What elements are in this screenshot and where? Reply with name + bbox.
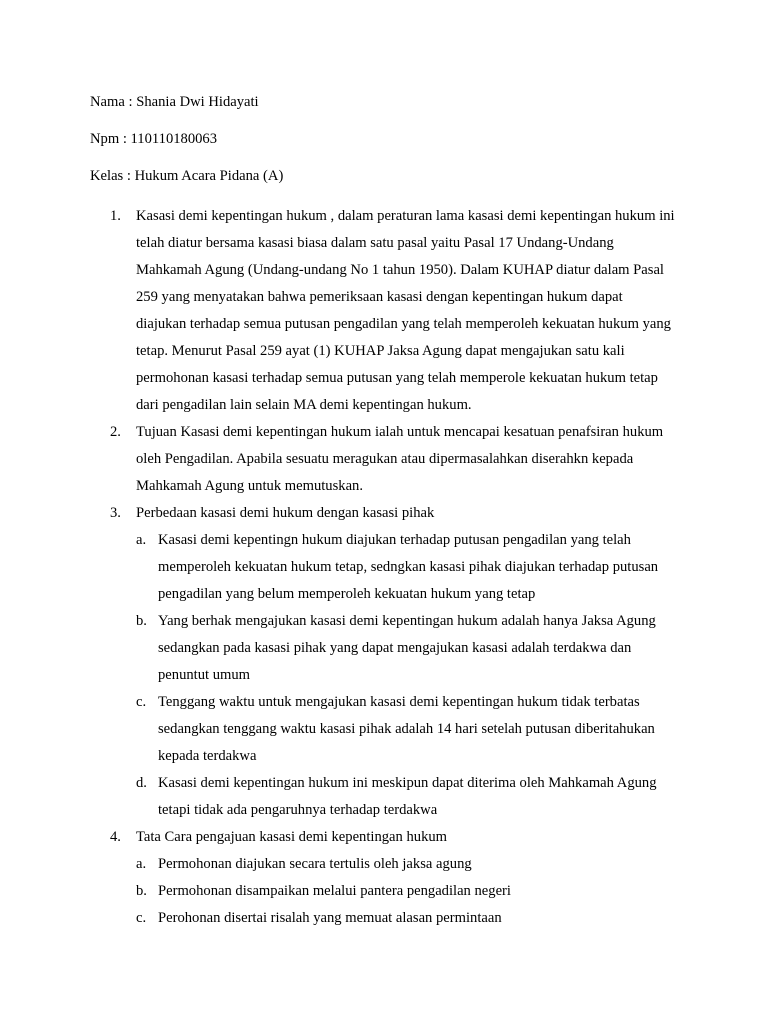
sub-item-text: Kasasi demi kepentingn hukum diajukan terhadap putusan pengadilan yang telah memperoleh kekuatan hukum tetap, sedngkan kasasi pihak diajukan terhadap putusan pengadilan yang belum memperoleh kekuatan hukum yang tetap <box>158 532 659 602</box>
list-item-1 <box>0 203 676 419</box>
student-npm-line: Npm : 110110180063 <box>90 131 218 147</box>
sub-item-letter: d. <box>136 775 147 791</box>
list-item-number: 1. <box>110 208 121 224</box>
sub-item-text: Permohonan disampaikan melalui pantera pengadilan negeri <box>158 883 511 899</box>
sub-item-text: Kasasi demi kepentingan hukum ini meskipun dapat diterima oleh Mahkamah Agung tetapi tidak ada pengaruhnya terhadap terdakwa <box>158 775 657 818</box>
student-name-line: Nama : Shania Dwi Hidayati <box>90 94 259 110</box>
sub-item-4a <box>0 851 676 878</box>
sub-item-3c <box>0 689 676 770</box>
sub-item-3a <box>0 527 676 608</box>
list-item-2 <box>0 419 676 500</box>
sub-item-letter: b. <box>136 883 147 899</box>
student-class-line: Kelas : Hukum Acara Pidana (A) <box>90 168 284 184</box>
list-item-number: 3. <box>110 505 121 521</box>
list-item-text: Kasasi demi kepentingan hukum , dalam peraturan lama kasasi demi kepentingan hukum ini telah diatur bersama kasasi biasa dalam satu pasal yaitu Pasal 17 Undang-Undang Mahkamah Agung (Undang-undang No 1 tahun 1950). Dalam KUHAP diatur dalam Pasal 259 yang menyatakan bahwa pemeriksaan kasasi dengan kepentingan hukum dapat diajukan terhadap semua putusan pengadilan yang telah memperoleh kekuatan hukum yang tetap. Menurut Pasal 259 ayat (1) KUHAP Jaksa Agung dapat mengajukan satu kali permohonan kasasi terhadap semua putusan yang telah memperole kekuatan hukum tetap dari pengadilan lain selain MA demi kepentingan hukum. <box>136 208 675 413</box>
list-item-text: Tata Cara pengajuan kasasi demi kepentingan hukum <box>136 829 448 845</box>
sub-item-text: Permohonan diajukan secara tertulis oleh jaksa agung <box>158 856 472 872</box>
list-item-3 <box>0 500 676 527</box>
list-item-text: Perbedaan kasasi demi hukum dengan kasasi pihak <box>136 505 435 521</box>
sub-item-4c <box>0 905 676 932</box>
sub-item-text: Tenggang waktu untuk mengajukan kasasi demi kepentingan hukum tidak terbatas sedangkan tenggang waktu kasasi pihak adalah 14 hari setelah putusan diberitahukan kepada terdakwa <box>158 694 655 764</box>
sub-item-letter: b. <box>136 613 147 629</box>
list-item-4 <box>0 824 676 851</box>
list-item-number: 4. <box>110 829 121 845</box>
list-item-number: 2. <box>110 424 121 440</box>
sub-item-4b <box>0 878 676 905</box>
sub-item-3b <box>0 608 676 689</box>
sub-item-3d <box>0 770 676 824</box>
sub-item-letter: c. <box>136 694 147 710</box>
sub-item-text: Yang berhak mengajukan kasasi demi kepentingan hukum adalah hanya Jaksa Agung sedangkan pada kasasi pihak yang dapat mengajukan kasasi adalah terdakwa dan penuntut umum <box>158 613 656 683</box>
answer-list <box>0 203 768 932</box>
sub-item-text: Perohonan disertai risalah yang memuat alasan permintaan <box>158 910 502 926</box>
sub-item-letter: a. <box>136 856 147 872</box>
list-item-text: Tujuan Kasasi demi kepentingan hukum ialah untuk mencapai kesatuan penafsiran hukum oleh Pengadilan. Apabila sesuatu meragukan atau dipermasalahkan diserahkn kepada Mahkamah Agung untuk memutuskan. <box>136 424 664 494</box>
sub-item-letter: c. <box>136 910 147 926</box>
sub-item-letter: a. <box>136 532 147 548</box>
